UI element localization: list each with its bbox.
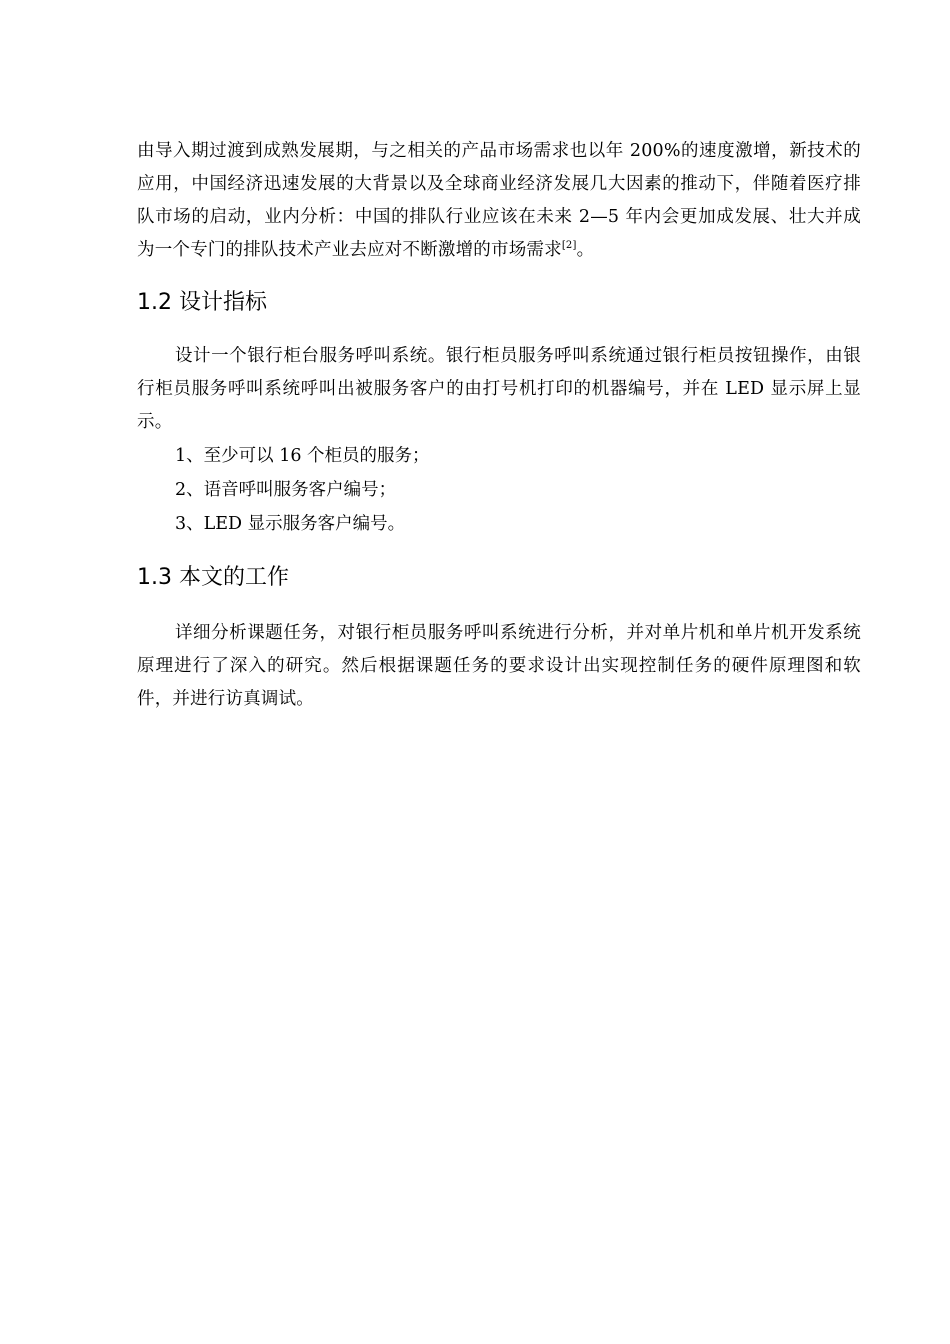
work-paragraph: 详细分析课题任务，对银行柜员服务呼叫系统进行分析，并对单片机和单片机开发系统原理进行了深入的研究。然后根据课题任务的要求设计出实现控制任务的硬件原理图和软件，并进行访真调试。 xyxy=(137,623,861,709)
citation-marker: [2] xyxy=(561,240,577,252)
spec-list-item: 3、LED 显示服务客户编号。 xyxy=(175,514,406,534)
section-heading-design-specs: 1.2 设计指标 xyxy=(137,290,267,315)
intro-end-punctuation: 。 xyxy=(576,240,595,260)
intro-paragraph xyxy=(137,135,861,267)
design-specs-paragraph: 设计一个银行柜台服务呼叫系统。银行柜员服务呼叫系统通过银行柜员按钮操作，由银行柜员服务呼叫系统呼叫出被服务客户的由打号机打印的机器编号，并在 LED 显示屏上显示。 xyxy=(137,346,861,432)
section-heading-work: 1.3 本文的工作 xyxy=(137,565,289,590)
intro-text: 由导入期过渡到成熟发展期，与之相关的产品市场需求也以年 200%的速度激增，新技术的应用，中国经济迅速发展的大背景以及全球商业经济发展几大因素的推动下，伴随着医疗排队市场的启动，业内分析：中国的排队行业应该在未来 2—5 年内会更加成发展、壮大并成为一个专门的排队技术产业去应对不断激增的市场需求 xyxy=(137,141,861,260)
spec-list-item: 2、语音呼叫服务客户编号； xyxy=(175,480,397,500)
spec-list-item: 1、至少可以 16 个柜员的服务； xyxy=(175,446,430,466)
page-content xyxy=(137,135,861,716)
